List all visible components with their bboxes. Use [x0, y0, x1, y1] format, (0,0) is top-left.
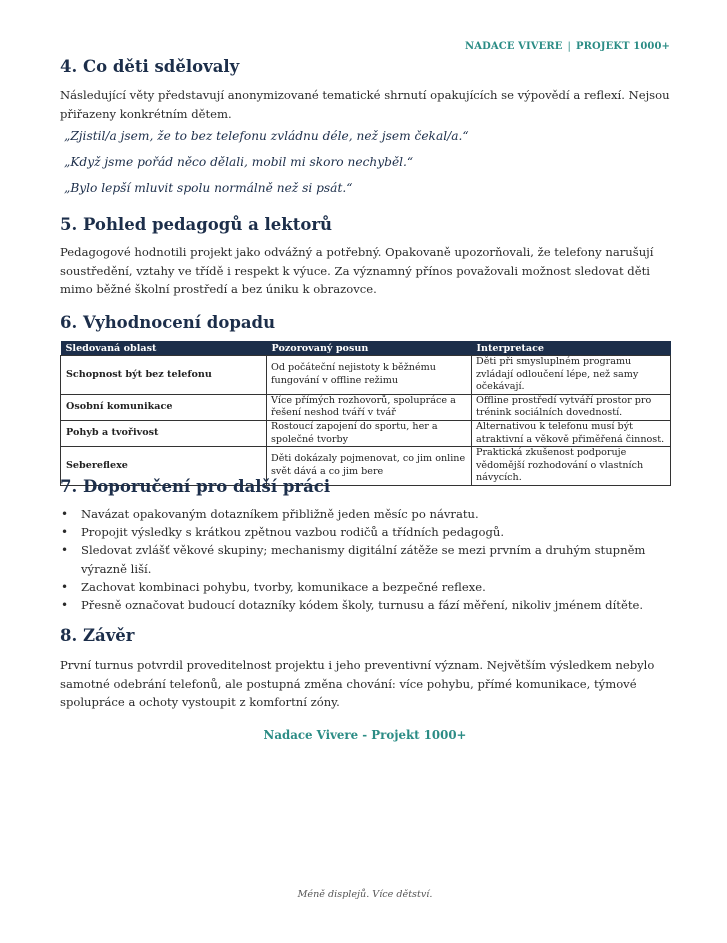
list-item	[60, 541, 672, 577]
header-org: NADACE VIVERE	[465, 41, 563, 52]
table-cell-interpretation: Praktická zkušenost podporuje vědomější rozhodování o vlastních návycích.	[472, 447, 671, 486]
impact-table	[60, 341, 671, 486]
list-item	[60, 596, 672, 614]
table-cell-shift: Více přímých rozhovorů, spolupráce a řešení neshod tváří v tvář	[267, 394, 472, 420]
table-cell-area: Pohyb a tvořivost	[61, 420, 267, 446]
table-cell-interpretation: Alternativou k telefonu musí být atraktivní a věkově přiměřená činnost.	[472, 420, 671, 446]
bullet-icon: •	[61, 507, 69, 521]
header-project: PROJEKT 1000+	[575, 41, 670, 52]
section-4-heading: 4. Co děti sdělovaly	[60, 57, 240, 76]
section-6-heading: 6. Vyhodnocení dopadu	[60, 313, 276, 332]
table-header-area: Sledovaná oblast	[61, 341, 267, 356]
table-header-row	[61, 341, 671, 356]
running-header	[465, 41, 670, 52]
table-row	[61, 394, 671, 420]
table-row	[61, 356, 671, 395]
section-8-heading: 8. Závěr	[60, 626, 135, 645]
table-header-interpretation: Interpretace	[472, 341, 671, 356]
table-cell-shift: Děti dokázaly pojmenovat, co jim online svět dává a co jim bere	[267, 447, 472, 486]
bullet-icon: •	[61, 543, 69, 558]
quote-3: „Bylo lepší mluvit spolu normálně než si psát.“	[64, 181, 353, 195]
header-separator: |	[567, 41, 571, 52]
section-4-intro: Následující věty představují anonymizované tematické shrnutí opakujících se výpovědí a reflexí. Nejsou přiřazeny konkrétním dětem.	[60, 88, 670, 121]
footer-title: Nadace Vivere - Projekt 1000+	[263, 728, 467, 742]
section-5-heading: 5. Pohled pedagogů a lektorů	[60, 215, 333, 234]
list-item-text: Zachovat kombinaci pohybu, tvorby, komunikace a bezpečné reflexe.	[81, 579, 486, 594]
table-row	[61, 420, 671, 446]
list-item-text: Propojit výsledky s krátkou zpětnou vazbou rodičů a třídních pedagogů.	[81, 525, 505, 540]
list-item	[60, 505, 672, 523]
table-cell-area: Schopnost být bez telefonu	[61, 356, 267, 395]
bullet-icon: •	[61, 525, 69, 540]
table-cell-shift: Od počáteční nejistoty k běžnému fungování v offline režimu	[267, 356, 472, 395]
recommendations-list	[60, 505, 672, 614]
bullet-icon: •	[61, 579, 69, 594]
list-item	[60, 523, 672, 541]
table-cell-area: Osobní komunikace	[61, 394, 267, 420]
table-cell-shift: Rostoucí zapojení do sportu, her a společné tvorby	[267, 420, 472, 446]
list-item	[60, 578, 672, 596]
table-cell-interpretation: Offline prostředí vytváří prostor pro trénink sociálních dovedností.	[472, 394, 671, 420]
list-item-text: Přesně označovat budoucí dotazníky kódem školy, turnusu a fází měření, nikoliv jménem dítěte.	[81, 598, 644, 613]
table-cell-interpretation: Děti při smysluplném programu zvládají odloučení lépe, než samy očekávají.	[472, 356, 671, 395]
bullet-icon: •	[61, 598, 69, 613]
quote-1: „Zjistil/a jsem, že to bez telefonu zvládnu déle, než jsem čekal/a.“	[64, 129, 469, 143]
section-8-text: První turnus potvrdil proveditelnost projektu i jeho preventivní význam. Největším výsledkem nebylo samotné odebrání telefonů, ale postupná změna chování: více pohybu, přímé komunikace, týmové spolupráce a ochoty vystoupit z komfortní zóny.	[60, 658, 655, 709]
quote-2: „Když jsme pořád něco dělali, mobil mi skoro nechyběl.“	[64, 155, 414, 169]
section-7-heading: 7. Doporučení pro další práci	[60, 477, 331, 496]
footer-tagline: Méně displejů. Více dětství.	[297, 889, 433, 900]
section-5-text: Pedagogové hodnotili projekt jako odvážný a potřebný. Opakovaně upozorňovali, že telefony narušují soustředění, vztahy ve třídě i respekt k výuce. Za významný přínos považovali možnost sledovat děti mimo běžné školní prostředí a bez úniku k obrazovce.	[60, 245, 654, 296]
list-item-text: Sledovat zvlášť věkové skupiny; mechanismy digitální zátěže se mezi prvním a druhým stupněm výrazně liší.	[81, 543, 646, 576]
list-item-text: Navázat opakovaným dotazníkem přibližně jeden měsíc po návratu.	[81, 507, 479, 521]
table-header-shift: Pozorovaný posun	[267, 341, 472, 356]
table-cell-area: Sebereflexe	[61, 447, 267, 486]
